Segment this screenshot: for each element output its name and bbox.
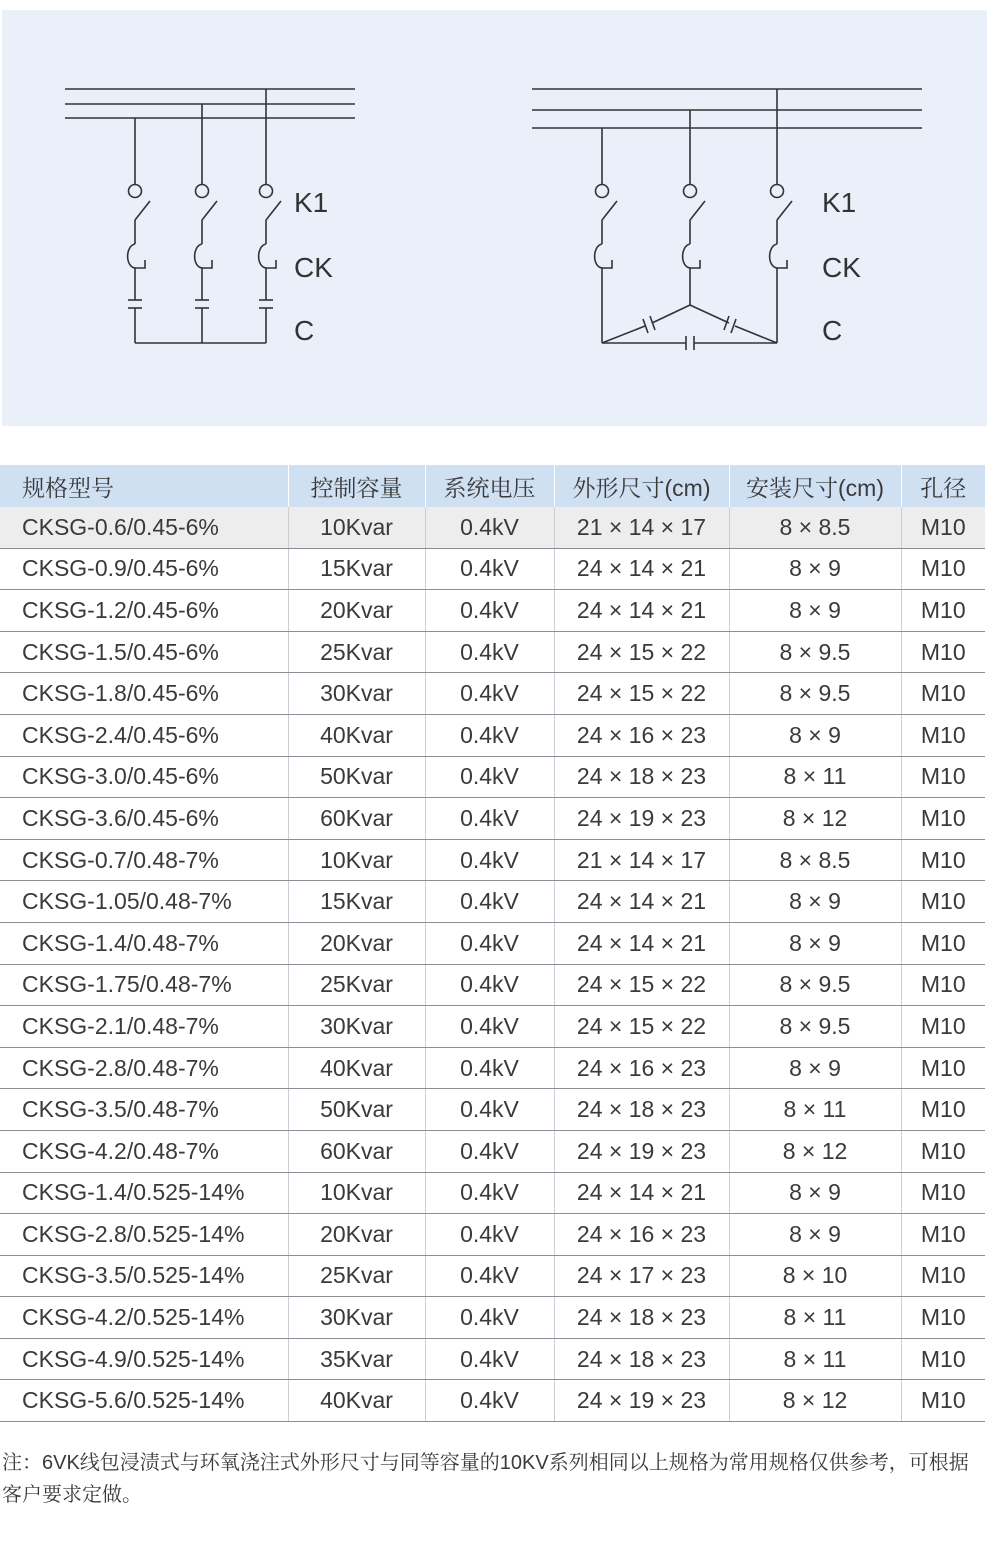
install-size-cell: 8 × 11	[729, 1089, 901, 1131]
model-cell: CKSG-1.4/0.525-14%	[0, 1172, 288, 1214]
model-cell: CKSG-0.6/0.45-6%	[0, 507, 288, 548]
capacity-cell: 15Kvar	[288, 881, 425, 923]
voltage-cell: 0.4kV	[425, 756, 554, 798]
table-row	[0, 964, 985, 1006]
outer-size-cell: 24 × 15 × 22	[554, 964, 729, 1006]
hole-cell: M10	[901, 631, 985, 673]
voltage-cell: 0.4kV	[425, 1255, 554, 1297]
voltage-cell: 0.4kV	[425, 1214, 554, 1256]
voltage-cell: 0.4kV	[425, 1047, 554, 1089]
install-size-cell: 8 × 9	[729, 1047, 901, 1089]
table-row	[0, 1255, 985, 1297]
hole-cell: M10	[901, 881, 985, 923]
table-row	[0, 590, 985, 632]
footnote: 注：6VK线包浸渍式与环氧浇注式外形尺寸与同等容量的10KV系列相同以上规格为常用规格仅供参考，可根据客户要求定做。	[2, 1452, 969, 1506]
model-cell: CKSG-3.0/0.45-6%	[0, 756, 288, 798]
model-cell: CKSG-3.5/0.525-14%	[0, 1255, 288, 1297]
table-row	[0, 1380, 985, 1422]
capacity-cell: 10Kvar	[288, 1172, 425, 1214]
left-c-label: C	[294, 315, 315, 346]
hole-cell: M10	[901, 673, 985, 715]
header-install-size: 安装尺寸(cm)	[729, 465, 901, 507]
wiring-diagram-panel	[2, 10, 987, 426]
model-cell: CKSG-4.2/0.48-7%	[0, 1130, 288, 1172]
capacity-cell: 20Kvar	[288, 1214, 425, 1256]
model-cell: CKSG-4.9/0.525-14%	[0, 1338, 288, 1380]
capacity-cell: 25Kvar	[288, 964, 425, 1006]
right-ck-label: CK	[822, 252, 861, 283]
capacity-cell: 15Kvar	[288, 548, 425, 590]
outer-size-cell: 24 × 14 × 21	[554, 1172, 729, 1214]
voltage-cell: 0.4kV	[425, 548, 554, 590]
voltage-cell: 0.4kV	[425, 1089, 554, 1131]
model-cell: CKSG-5.6/0.525-14%	[0, 1380, 288, 1422]
install-size-cell: 8 × 8.5	[729, 839, 901, 881]
outer-size-cell: 24 × 16 × 23	[554, 1047, 729, 1089]
install-size-cell: 8 × 9	[729, 922, 901, 964]
left-k1-label: K1	[294, 187, 329, 218]
header-outer-size: 外形尺寸(cm)	[554, 465, 729, 507]
hole-cell: M10	[901, 1214, 985, 1256]
hole-cell: M10	[901, 714, 985, 756]
table-row	[0, 798, 985, 840]
capacity-cell: 10Kvar	[288, 839, 425, 881]
model-cell: CKSG-1.75/0.48-7%	[0, 964, 288, 1006]
install-size-cell: 8 × 9.5	[729, 631, 901, 673]
left-ck-label: CK	[294, 252, 333, 283]
hole-cell: M10	[901, 798, 985, 840]
capacity-cell: 20Kvar	[288, 590, 425, 632]
hole-cell: M10	[901, 548, 985, 590]
outer-size-cell: 24 × 14 × 21	[554, 881, 729, 923]
hole-cell: M10	[901, 1089, 985, 1131]
capacity-cell: 30Kvar	[288, 1006, 425, 1048]
table-row	[0, 1338, 985, 1380]
outer-size-cell: 24 × 18 × 23	[554, 1338, 729, 1380]
table-row	[0, 1130, 985, 1172]
capacity-cell: 50Kvar	[288, 756, 425, 798]
voltage-cell: 0.4kV	[425, 798, 554, 840]
header-voltage: 系统电压	[425, 465, 554, 507]
voltage-cell: 0.4kV	[425, 964, 554, 1006]
model-cell: CKSG-1.05/0.48-7%	[0, 881, 288, 923]
model-cell: CKSG-1.8/0.45-6%	[0, 673, 288, 715]
model-cell: CKSG-2.8/0.48-7%	[0, 1047, 288, 1089]
install-size-cell: 8 × 12	[729, 1380, 901, 1422]
table-row	[0, 881, 985, 923]
table-row	[0, 673, 985, 715]
outer-size-cell: 24 × 16 × 23	[554, 714, 729, 756]
outer-size-cell: 21 × 14 × 17	[554, 507, 729, 548]
outer-size-cell: 24 × 19 × 23	[554, 1130, 729, 1172]
right-c-label: C	[822, 315, 843, 346]
model-cell: CKSG-4.2/0.525-14%	[0, 1297, 288, 1339]
install-size-cell: 8 × 9.5	[729, 673, 901, 715]
capacity-cell: 30Kvar	[288, 673, 425, 715]
capacity-cell: 20Kvar	[288, 922, 425, 964]
hole-cell: M10	[901, 1380, 985, 1422]
install-size-cell: 8 × 12	[729, 798, 901, 840]
table-row	[0, 631, 985, 673]
model-cell: CKSG-3.6/0.45-6%	[0, 798, 288, 840]
capacity-cell: 60Kvar	[288, 798, 425, 840]
table-header-row	[0, 465, 985, 507]
outer-size-cell: 24 × 18 × 23	[554, 1297, 729, 1339]
install-size-cell: 8 × 9	[729, 881, 901, 923]
model-cell: CKSG-0.7/0.48-7%	[0, 839, 288, 881]
table-row	[0, 1297, 985, 1339]
outer-size-cell: 24 × 14 × 21	[554, 590, 729, 632]
table-row	[0, 1214, 985, 1256]
table-row	[0, 1172, 985, 1214]
model-cell: CKSG-2.8/0.525-14%	[0, 1214, 288, 1256]
install-size-cell: 8 × 10	[729, 1255, 901, 1297]
capacity-cell: 10Kvar	[288, 507, 425, 548]
hole-cell: M10	[901, 507, 985, 548]
hole-cell: M10	[901, 1297, 985, 1339]
model-cell: CKSG-1.5/0.45-6%	[0, 631, 288, 673]
capacity-cell: 25Kvar	[288, 1255, 425, 1297]
voltage-cell: 0.4kV	[425, 1006, 554, 1048]
install-size-cell: 8 × 9.5	[729, 1006, 901, 1048]
hole-cell: M10	[901, 964, 985, 1006]
outer-size-cell: 24 × 18 × 23	[554, 1089, 729, 1131]
model-cell: CKSG-1.4/0.48-7%	[0, 922, 288, 964]
table-row	[0, 922, 985, 964]
table-row	[0, 1089, 985, 1131]
hole-cell: M10	[901, 1172, 985, 1214]
table-row	[0, 1006, 985, 1048]
voltage-cell: 0.4kV	[425, 922, 554, 964]
voltage-cell: 0.4kV	[425, 839, 554, 881]
hole-cell: M10	[901, 1047, 985, 1089]
header-model: 规格型号	[0, 465, 288, 507]
voltage-cell: 0.4kV	[425, 1172, 554, 1214]
install-size-cell: 8 × 9	[729, 1172, 901, 1214]
voltage-cell: 0.4kV	[425, 1297, 554, 1339]
header-capacity: 控制容量	[288, 465, 425, 507]
outer-size-cell: 24 × 18 × 23	[554, 756, 729, 798]
voltage-cell: 0.4kV	[425, 507, 554, 548]
capacity-cell: 25Kvar	[288, 631, 425, 673]
outer-size-cell: 24 × 17 × 23	[554, 1255, 729, 1297]
hole-cell: M10	[901, 590, 985, 632]
table-row	[0, 839, 985, 881]
model-cell: CKSG-2.4/0.45-6%	[0, 714, 288, 756]
hole-cell: M10	[901, 1130, 985, 1172]
table-body	[0, 507, 985, 1422]
capacity-cell: 40Kvar	[288, 1047, 425, 1089]
header-hole: 孔径	[901, 465, 985, 507]
outer-size-cell: 24 × 15 × 22	[554, 673, 729, 715]
wiring-diagrams	[2, 10, 987, 426]
install-size-cell: 8 × 8.5	[729, 507, 901, 548]
outer-size-cell: 24 × 15 × 22	[554, 1006, 729, 1048]
install-size-cell: 8 × 9	[729, 548, 901, 590]
hole-cell: M10	[901, 756, 985, 798]
voltage-cell: 0.4kV	[425, 881, 554, 923]
model-cell: CKSG-0.9/0.45-6%	[0, 548, 288, 590]
outer-size-cell: 24 × 14 × 21	[554, 922, 729, 964]
right-k1-label: K1	[822, 187, 857, 218]
outer-size-cell: 21 × 14 × 17	[554, 839, 729, 881]
voltage-cell: 0.4kV	[425, 1380, 554, 1422]
hole-cell: M10	[901, 839, 985, 881]
voltage-cell: 0.4kV	[425, 590, 554, 632]
outer-size-cell: 24 × 14 × 21	[554, 548, 729, 590]
hole-cell: M10	[901, 1006, 985, 1048]
voltage-cell: 0.4kV	[425, 1338, 554, 1380]
install-size-cell: 8 × 11	[729, 756, 901, 798]
outer-size-cell: 24 × 19 × 23	[554, 798, 729, 840]
outer-size-cell: 24 × 16 × 23	[554, 1214, 729, 1256]
table-row	[0, 548, 985, 590]
install-size-cell: 8 × 11	[729, 1338, 901, 1380]
hole-cell: M10	[901, 1255, 985, 1297]
model-cell: CKSG-1.2/0.45-6%	[0, 590, 288, 632]
table-row	[0, 1047, 985, 1089]
hole-cell: M10	[901, 922, 985, 964]
install-size-cell: 8 × 9	[729, 1214, 901, 1256]
install-size-cell: 8 × 9	[729, 714, 901, 756]
capacity-cell: 35Kvar	[288, 1338, 425, 1380]
voltage-cell: 0.4kV	[425, 673, 554, 715]
voltage-cell: 0.4kV	[425, 631, 554, 673]
table-row	[0, 756, 985, 798]
capacity-cell: 40Kvar	[288, 714, 425, 756]
install-size-cell: 8 × 9	[729, 590, 901, 632]
voltage-cell: 0.4kV	[425, 1130, 554, 1172]
model-cell: CKSG-2.1/0.48-7%	[0, 1006, 288, 1048]
table-row	[0, 714, 985, 756]
table-row	[0, 507, 985, 548]
capacity-cell: 30Kvar	[288, 1297, 425, 1339]
voltage-cell: 0.4kV	[425, 714, 554, 756]
model-cell: CKSG-3.5/0.48-7%	[0, 1089, 288, 1131]
capacity-cell: 50Kvar	[288, 1089, 425, 1131]
install-size-cell: 8 × 9.5	[729, 964, 901, 1006]
install-size-cell: 8 × 11	[729, 1297, 901, 1339]
capacity-cell: 40Kvar	[288, 1380, 425, 1422]
outer-size-cell: 24 × 19 × 23	[554, 1380, 729, 1422]
hole-cell: M10	[901, 1338, 985, 1380]
spec-table	[0, 465, 985, 1422]
capacity-cell: 60Kvar	[288, 1130, 425, 1172]
outer-size-cell: 24 × 15 × 22	[554, 631, 729, 673]
install-size-cell: 8 × 12	[729, 1130, 901, 1172]
